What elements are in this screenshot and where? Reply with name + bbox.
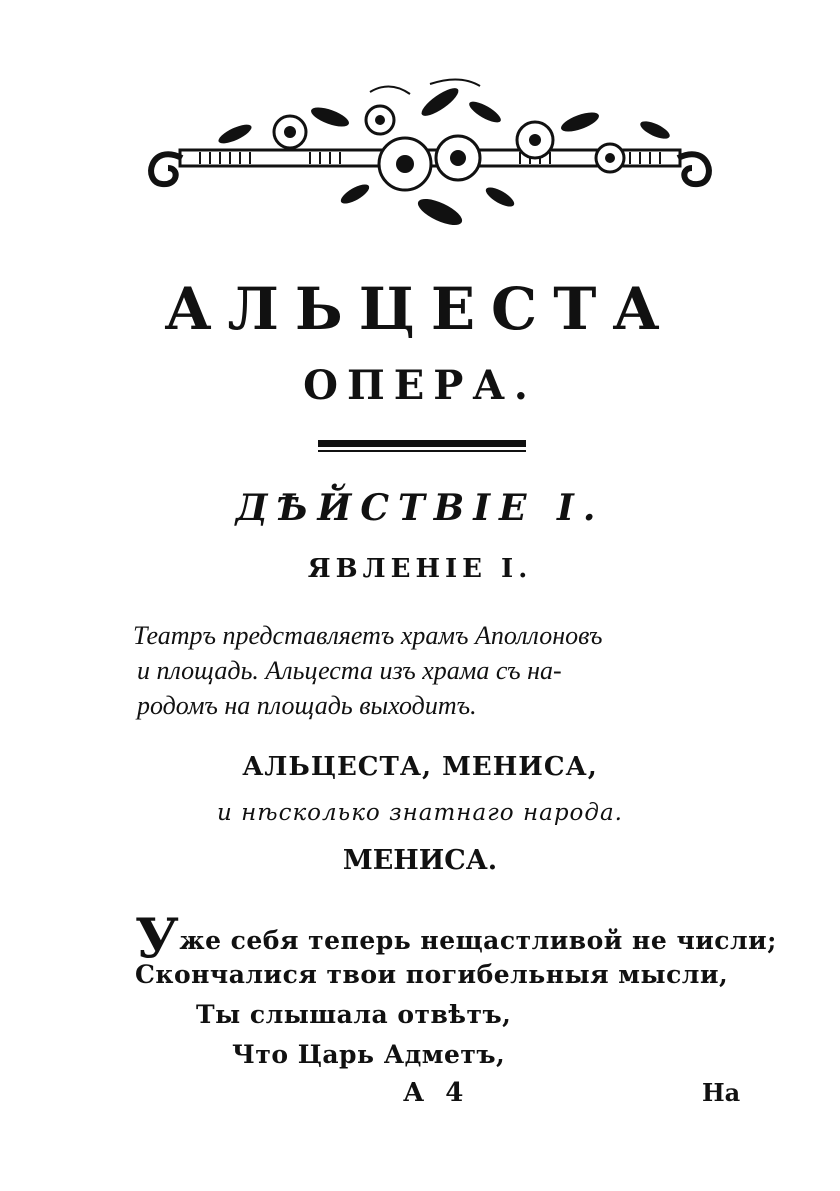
verse-line-text: же себя теперь нещастливой не числи; [179, 926, 777, 955]
stage-direction-line: родомъ на площадь выходитъ. [137, 691, 477, 720]
title-rule-thick [318, 440, 526, 447]
signature-mark: А 4 [403, 1078, 470, 1108]
play-genre: ОПЕРА. [303, 362, 537, 409]
act-heading: ДѢЙСТВІЕ I. [235, 487, 605, 529]
verse-line: Скончалися твои погибельныя мысли, [135, 960, 729, 989]
verse-line: Ты слышала отвѣтъ, [196, 1000, 512, 1029]
floral-headpiece-ornament [140, 72, 720, 240]
speaker-name: МЕНИСА. [342, 845, 498, 876]
catchword: На [702, 1078, 741, 1107]
characters-list: АЛЬЦЕСТА, МЕНИСА, [242, 752, 598, 782]
characters-others: и нѣсколько знатнаго народа. [217, 800, 623, 826]
drop-cap: У [135, 906, 180, 970]
stage-direction-line: и площадь. Альцеста изъ храма съ на- [137, 656, 562, 685]
play-title: АЛЬЦЕСТА [164, 275, 676, 343]
verse-line: Что Царь Адметъ, [232, 1040, 506, 1069]
verse-line [135, 906, 777, 970]
stage-direction-line: Театръ представляетъ храмъ Аполлоновъ [133, 621, 603, 650]
title-rule-thin [318, 450, 526, 452]
scene-heading: ЯВЛЕНІЕ I. [307, 554, 533, 584]
